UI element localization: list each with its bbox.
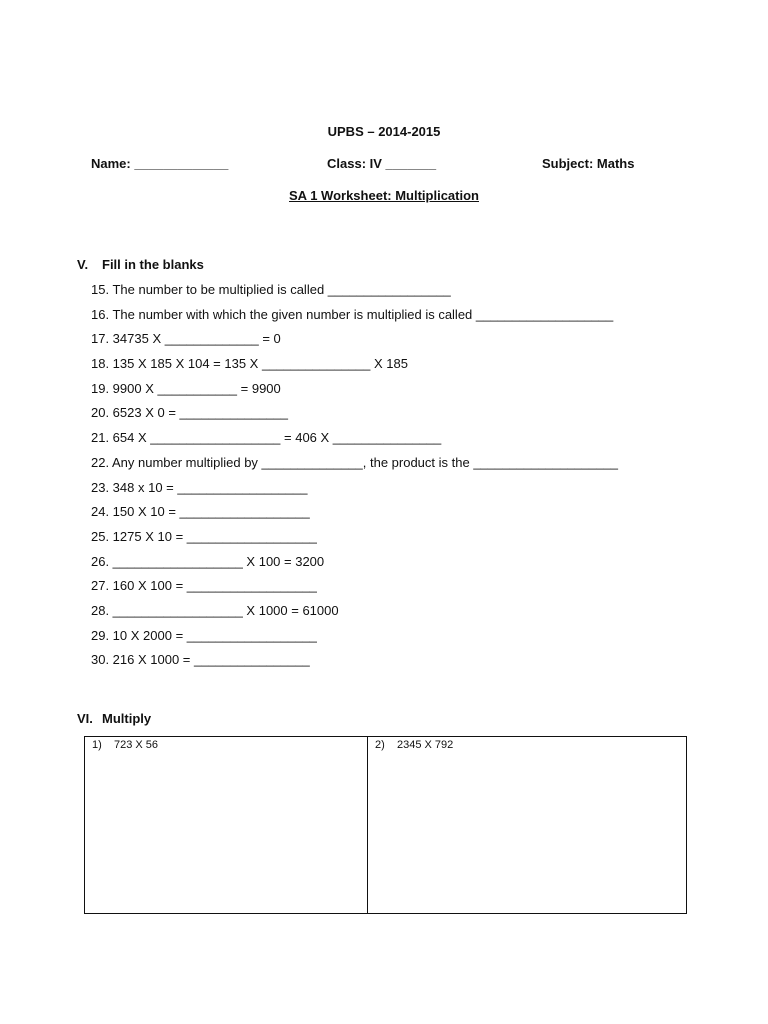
- subject-label: Subject: Maths: [542, 156, 635, 171]
- question-item: 18. 135 X 185 X 104 = 135 X _______________ X 185: [91, 356, 408, 372]
- multiply-problem: [375, 739, 453, 751]
- student-info-row: [0, 156, 768, 174]
- question-item: 19. 9900 X ___________ = 9900: [91, 380, 281, 396]
- question-item: 29. 10 X 2000 = __________________: [91, 627, 317, 643]
- multiply-table: [84, 736, 687, 914]
- question-item: 25. 1275 X 10 = __________________: [91, 528, 317, 544]
- section-v-heading: [77, 257, 204, 272]
- multiply-cell: [368, 737, 686, 913]
- question-item: 22. Any number multiplied by ______________, the product is the ____________________: [91, 454, 618, 470]
- school-title: UPBS – 2014-2015: [327, 124, 441, 139]
- class-field: Class: IV _______: [327, 156, 437, 171]
- problem-number: 2): [375, 739, 385, 751]
- question-item: 30. 216 X 1000 = ________________: [91, 652, 310, 668]
- question-item: 20. 6523 X 0 = _______________: [91, 405, 288, 421]
- multiply-cell: [85, 737, 368, 913]
- multiply-problem: [92, 739, 158, 751]
- section-vi-heading: [77, 711, 151, 726]
- worksheet-title-text: SA 1 Worksheet: Multiplication: [289, 188, 479, 203]
- section-vi-numeral: VI.: [77, 711, 93, 726]
- question-item: 15. The number to be multiplied is called _________________: [91, 282, 451, 297]
- section-v-numeral: V.: [77, 257, 89, 272]
- fill-in-blanks-list: [91, 282, 618, 677]
- problem-text: 723 X 56: [114, 739, 159, 751]
- worksheet-title: [0, 188, 768, 203]
- question-item: 17. 34735 X _____________ = 0: [91, 331, 281, 347]
- question-item: 28. __________________ X 1000 = 61000: [91, 602, 339, 618]
- question-item: 27. 160 X 100 = __________________: [91, 578, 317, 594]
- question-item: 23. 348 x 10 = __________________: [91, 479, 308, 495]
- question-item: 21. 654 X __________________ = 406 X _______________: [91, 430, 442, 446]
- problem-number: 1): [92, 739, 102, 751]
- section-v-title: Fill in the blanks: [102, 257, 204, 272]
- question-item: 26. __________________ X 100 = 3200: [91, 553, 325, 569]
- name-field: Name: _____________: [91, 156, 229, 171]
- problem-text: 2345 X 792: [397, 739, 454, 751]
- section-vi-title: Multiply: [102, 711, 152, 726]
- question-item: 24. 150 X 10 = __________________: [91, 504, 310, 520]
- question-item: 16. The number with which the given number is multiplied is called ___________________: [91, 306, 614, 322]
